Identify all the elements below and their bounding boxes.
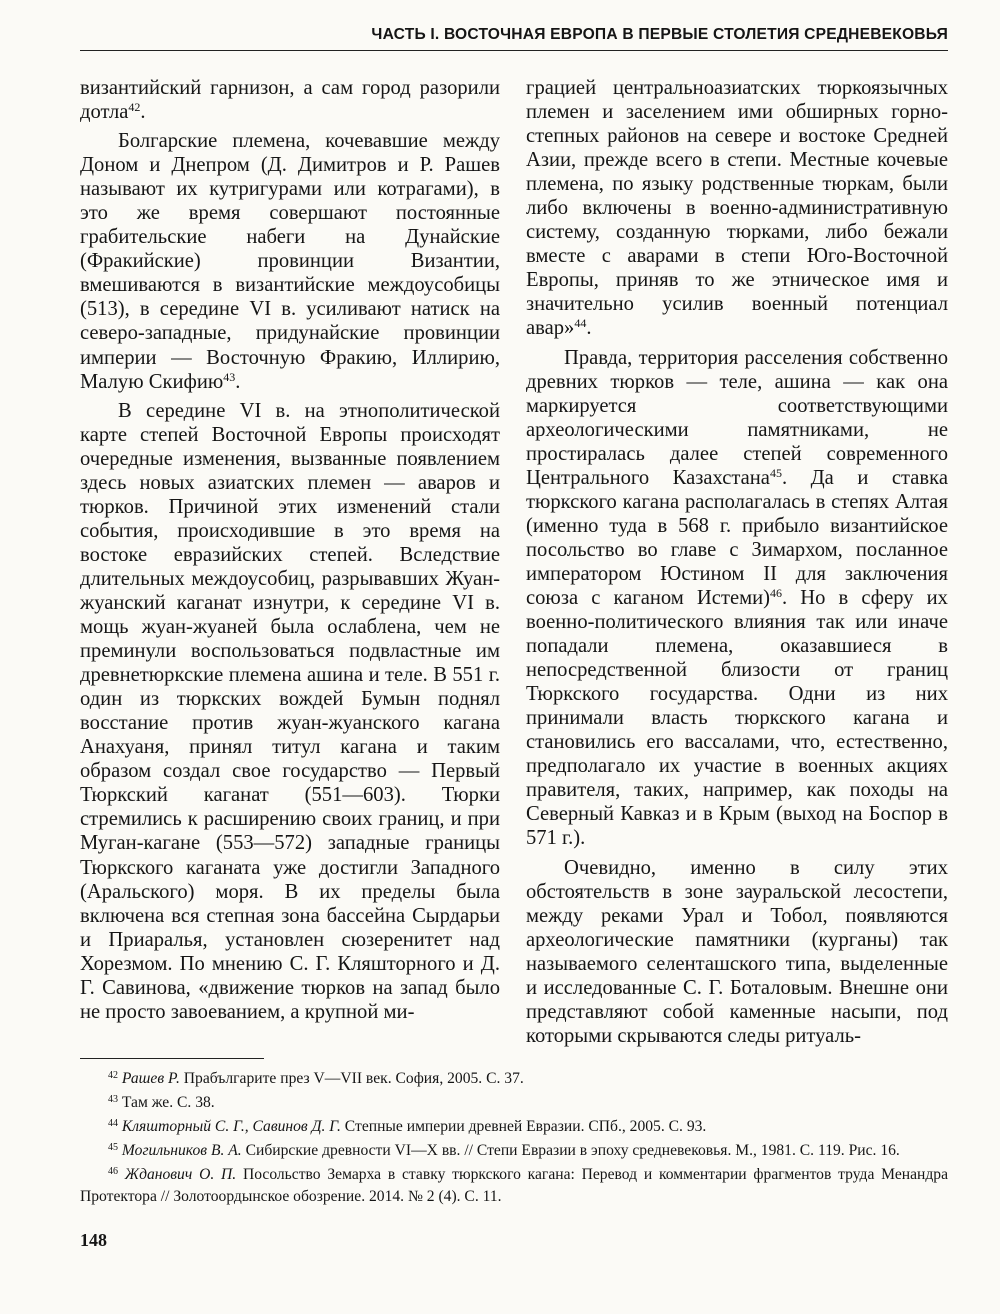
paragraph	[80, 399, 500, 1024]
footnotes	[80, 1068, 948, 1210]
paragraph: грацией центральноазиатских тюркоязычных племен и заселением ими обширных горно-степных районов на севере и востоке Средней Азии, прежде всего в степи. Местные кочевые племена, по языку родственные тюркам, были либо включены в военно-административную систему, созданную тюрками, либо бежали вместе с аварами в степи Юго-Восточной Европы, приняв то же этническое имя и значительно усилив военный потенциал авар»$^{44}$.	[526, 77, 948, 340]
paragraph-text: грацией центральноазиатских тюркоязычных племен и заселением ими обширных горно-степных районов на севере и востоке Средней Азии, прежде всего в степи. Местные кочевые племена, по языку родственные тюркам, были либо включены в военно-административную систему, созданную тюрками, либо бежали вместе с аварами в степи Юго-Восточной Европы, приняв то же этническое имя и значительно усилив военный потенциал авар»	[526, 77, 948, 340]
paragraph-text: Правда, территория расселения собственно древних тюрков — теле, ашина — как она маркируется соответствующими археологическими памятниками, не простиралась далее степей современного Центрального Казахстана	[526, 346, 948, 489]
paragraph-text: В середине VI в. на этнополитической карте степей Восточной Европы происходят очередные изменения, вызванные появлением здесь новых азиатских племен — аваров и тюрков. Причиной этих изменений стали события, происходившие в это время на востоке евразийских степей. Вследствие длительных междоусобиц, разрывавших Жуан-жуанский каганат изнутри, к середине VI в. мощь жуан-жуаней была ослаблена, чем не преминули воспользоваться подвластные им древнетюркские племена ашина и теле. В 551 г. один из тюркских вождей Бумын поднял восстание против жуан-жуанского кагана Анахуаня, принял титул кагана и таким образом создал свое государство — Первый Тюркский каганат (551—603). Тюрки стремились к расширению своих границ, и при Муган-кагане (553—572) западные границы Тюркского каганата уже достигли Западного (Аральского) моря. В их пределы была включена вся степная зона бассейна Сырдарьи и Приаралья, установлен сюзеренитет над Хорезмом. По мнению С. Г. Кляшторного и Д. Г. Савинова, «движение тюрков на запад было не просто завоеванием, а крупной ми-	[80, 399, 500, 1023]
footnote	[80, 1140, 948, 1162]
footnote-number: 42	[108, 1070, 118, 1081]
right-column	[526, 76, 948, 1048]
footnote-text: Посольство Земарха в ставку тюркского кагана: Перевод и комментарии фрагментов труда Менандра Протектора // Золотоордынское обозрение. 2014. № 2 (4). С. 11.	[80, 1166, 948, 1205]
paragraph	[526, 856, 948, 1048]
footnote-ref: 45	[769, 465, 782, 480]
footnote-text: Прабългарите през V—VII век. София, 2005. С. 37.	[179, 1070, 524, 1087]
footnote-ref: 46	[770, 585, 782, 600]
footnote-author: Кляшторный С. Г., Савинов Д. Г.	[121, 1118, 341, 1135]
footnote	[80, 1092, 948, 1114]
footnote-text: Степные империи древней Евразии. СПб., 2005. С. 93.	[340, 1118, 707, 1135]
paragraph-text: . Но в сферу их военно-политического влияния так или иначе попадали племена, оказавшиеся в непосредственной близости от границ Тюркского государства. Одни из них принимали власть тюркского кагана и становились его вассалами, что, естественно, предполагало их участие в военных акциях правителя, таких, например, как походы на Северный Кавказ и в Крым (выход на Боспор в 571 г.).	[526, 586, 948, 850]
paragraph-text: Болгарские племена, кочевавшие между Доном и Днепром (Д. Димитров и Р. Рашев называют их кутригурами или котрагами), в это же время совершают постоянные грабительские набеги на Дунайские (Фракийские) провинции Византии, вмешиваются в византийские междоусобицы (513), в середине VI в. усиливают натиск на северо-западные, придунайские провинции империи — Восточную Фракию, Иллирию, Малую Скифию	[80, 130, 500, 393]
header-rule	[80, 50, 948, 51]
paragraph	[526, 346, 948, 851]
left-column	[80, 76, 500, 1024]
paragraph: Болгарские племена, кочевавшие между Доном и Днепром (Д. Димитров и Р. Рашев называют их кутригурами или котрагами), в это же время совершают постоянные грабительские набеги на Дунайские (Фракийские) провинции Византии, вмешиваются в византийские междоусобицы (513), в середине VI в. усиливают натиск на северо-западные, придунайские провинции империи — Восточную Фракию, Иллирию, Малую Скифию$^{43}$.	[80, 130, 500, 393]
running-header: ЧАСТЬ I. ВОСТОЧНАЯ ЕВРОПА В ПЕРВЫЕ СТОЛЕТИЯ СРЕДНЕВЕКОВЬЯ	[371, 26, 948, 43]
footnote-ref: 44	[574, 316, 587, 331]
footnote-ref: 43	[223, 369, 236, 384]
footnote	[80, 1068, 948, 1090]
footnote-text: Там же. С. 38.	[118, 1094, 215, 1111]
footnote-ref: 42	[128, 100, 141, 115]
paragraph: византийский гарнизон, а сам город разорили дотла$^{42}$.	[80, 77, 500, 124]
paragraph-text: . Да и ставка тюркского кагана располагалась в степях Алтая (именно туда в 568 г. прибыло византийское посольство во главе с Зимархом, посланное императором Юстином II для заключения союза с каганом Истеми)	[526, 466, 948, 609]
footnote	[80, 1116, 948, 1138]
footnote-number: 46	[108, 1166, 118, 1177]
footnote-number: 44	[108, 1118, 118, 1129]
footnote-rule	[80, 1058, 264, 1059]
footnote-author: Могильников В. А.	[121, 1142, 242, 1159]
footnote	[80, 1164, 948, 1208]
paragraph-text: Очевидно, именно в силу этих обстоятельств в зоне зауральской лесостепи, между реками Урал и Тобол, появляются археологические памятники (курганы) так называемого селенташского типа, выделенные и исследованные С. Г. Боталовым. Внешне они представляют собой каменные насыпи, под которыми скрываются следы ритуаль-	[526, 856, 948, 1047]
footnote-number: 43	[108, 1094, 118, 1105]
page-number: 148	[80, 1230, 107, 1250]
footnote-number: 45	[108, 1142, 118, 1153]
paragraph-text: византийский гарнизон, а сам город разорили дотла	[80, 77, 500, 124]
footnote-author: Жданович О. П.	[124, 1166, 237, 1183]
footnote-author: Рашев Р.	[121, 1070, 180, 1087]
footnote-text: Сибирские древности VI—X вв. // Степи Евразии в эпоху средневековья. М., 1981. С. 119. Рис. 16.	[241, 1142, 900, 1159]
